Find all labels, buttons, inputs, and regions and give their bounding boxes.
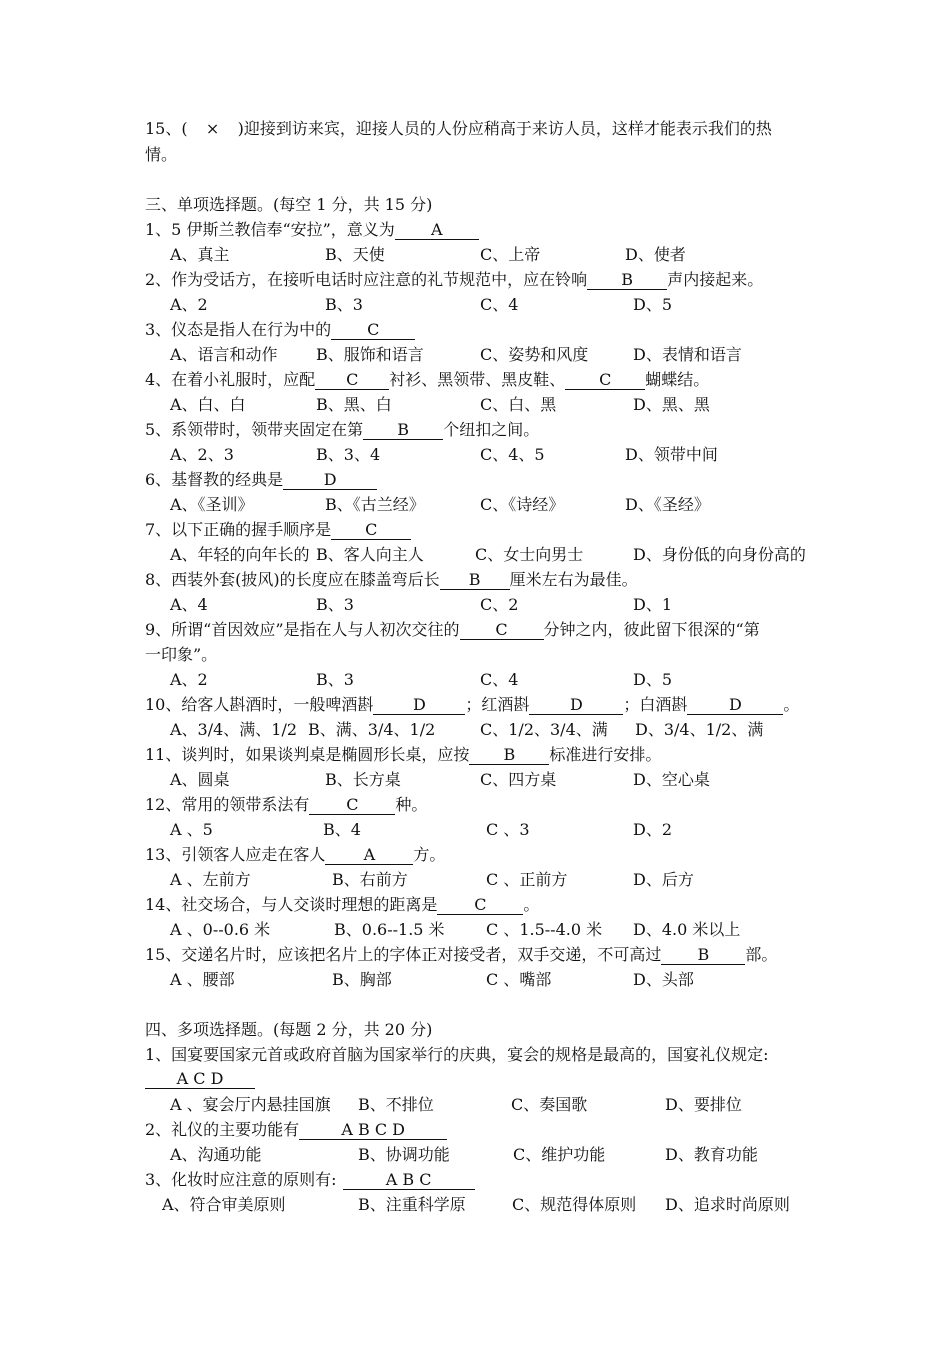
- s4-question-2: [145, 1120, 447, 1140]
- s4-question-1-answer: [145, 1069, 255, 1089]
- option-c: C、2: [480, 595, 519, 614]
- option-d: D、3/4、1/2、满: [635, 720, 764, 739]
- option-b: B、协调功能: [358, 1145, 450, 1164]
- question-text: 7、以下正确的握手顺序是: [145, 520, 332, 539]
- option-c: C、姿势和风度: [480, 345, 589, 364]
- option-a: A、圆桌: [170, 770, 230, 789]
- question-text-tail: 分钟之内，彼此留下很深的“第: [543, 620, 760, 639]
- tf-question-15-cont: 情。: [145, 145, 178, 164]
- option-b: B、0.6--1.5 米: [334, 920, 445, 939]
- tf-mark: ×: [205, 119, 220, 138]
- option-c: C、规范得体原则: [512, 1195, 637, 1214]
- option-c: C、《诗经》: [480, 495, 565, 514]
- tf-prefix: 15、(: [145, 119, 188, 138]
- answer-blank: A B C: [343, 1171, 475, 1190]
- option-c: C 、正前方: [486, 870, 568, 889]
- option-a: A、语言和动作: [170, 345, 278, 364]
- question-text-mid-2: ；白酒斟: [623, 695, 688, 714]
- question-text-mid: 衬衫、黑领带、黑皮鞋、: [389, 370, 566, 389]
- option-d: D、追求时尚原则: [665, 1195, 790, 1214]
- s3-question-6: [145, 470, 377, 490]
- question-text: 15、交递名片时，应该把名片上的字体正对接受者，双手交递，不可高过: [145, 945, 662, 964]
- option-c: C、4: [480, 295, 519, 314]
- s3-question-5: [145, 420, 539, 440]
- option-b: B、服饰和语言: [316, 345, 424, 364]
- s3-question-15: [145, 945, 777, 965]
- question-text: 8、西装外套(披风)的长度应在膝盖弯后长: [145, 570, 440, 589]
- s3-question-13: [145, 845, 445, 865]
- option-d: D、表情和语言: [633, 345, 742, 364]
- answer-blank: C: [309, 796, 395, 815]
- s3-question-12: [145, 795, 427, 815]
- s4-question-1: 1、国宴要国家元首或政府首脑为国家举行的庆典，宴会的规格是最高的，国宴礼仪规定:: [145, 1045, 769, 1064]
- question-text: 1、5 伊斯兰教信奉“安拉”，意义为: [145, 220, 395, 239]
- question-text: 4、在着小礼服时，应配: [145, 370, 316, 389]
- s3-question-9-cont: 一印象”。: [145, 645, 218, 664]
- option-b: B、黑、白: [316, 395, 392, 414]
- option-c: C 、3: [486, 820, 530, 839]
- option-b: B、不排位: [358, 1095, 434, 1114]
- question-text: 2、礼仪的主要功能有: [145, 1120, 300, 1139]
- s3-question-3: [145, 320, 415, 340]
- question-text: 9、所谓“首因效应”是指在人与人初次交往的: [145, 620, 460, 639]
- s3-question-8: [145, 570, 638, 590]
- option-d: D、《圣经》: [625, 495, 710, 514]
- s3-question-14: [145, 895, 539, 915]
- option-b: B、3: [316, 595, 354, 614]
- question-text-tail: 。: [523, 895, 540, 914]
- option-a: A、沟通功能: [170, 1145, 262, 1164]
- answer-blank-2: C: [565, 371, 645, 390]
- option-d: D、头部: [633, 970, 694, 989]
- s3-question-2: [145, 270, 763, 290]
- option-c: C、奏国歌: [511, 1095, 588, 1114]
- option-c: C、4、5: [480, 445, 545, 464]
- s3-question-10: [145, 695, 799, 715]
- option-a: A、年轻的向年长的: [170, 545, 310, 564]
- answer-blank: C: [331, 321, 415, 340]
- option-c: C、4: [480, 670, 519, 689]
- option-a: A、3/4、满、1/2: [170, 720, 298, 739]
- option-b: B、3、4: [316, 445, 381, 464]
- option-b: B、3: [325, 295, 363, 314]
- option-c: C、1/2、3/4、满: [480, 720, 608, 739]
- answer-blank: A B C D: [299, 1121, 447, 1140]
- tf-text: )迎接到访来宾，迎接人员的人份应稍高于来访人员，这样才能表示我们的热: [237, 119, 772, 138]
- option-a: A 、宴会厅内悬挂国旗: [170, 1095, 331, 1114]
- option-d: D、黑、黑: [633, 395, 710, 414]
- option-a: A、《圣训》: [170, 495, 254, 514]
- option-c: C、白、黑: [480, 395, 557, 414]
- option-d: D、身份低的向身份高的: [633, 545, 806, 564]
- option-a: A 、左前方: [170, 870, 251, 889]
- option-a: A、2: [170, 670, 208, 689]
- question-text: 14、社交场合，与人交谈时理想的距离是: [145, 895, 438, 914]
- question-text: 11、谈判时，如果谈判桌是椭圆形长桌，应按: [145, 745, 470, 764]
- answer-blank: B: [661, 946, 745, 965]
- answer-blank: B: [587, 271, 667, 290]
- question-text: 12、常用的领带系法有: [145, 795, 310, 814]
- option-a: A、符合审美原则: [162, 1195, 286, 1214]
- option-d: D、要排位: [665, 1095, 742, 1114]
- answer-blank-3: D: [687, 696, 783, 715]
- option-a: A 、5: [170, 820, 213, 839]
- question-text-mid-1: ；红酒斟: [465, 695, 530, 714]
- question-text-tail: 标准进行安排。: [549, 745, 662, 764]
- option-d: D、后方: [633, 870, 694, 889]
- option-a: A 、0--0.6 米: [170, 920, 271, 939]
- option-b: B、右前方: [332, 870, 408, 889]
- option-c: C、四方桌: [480, 770, 557, 789]
- answer-blank: A: [325, 846, 413, 865]
- question-text: 10、给客人斟酒时，一般啤酒斟: [145, 695, 374, 714]
- question-text-tail: 个纽扣之间。: [443, 420, 540, 439]
- question-text: 2、作为受话方，在接听电话时应注意的礼节规范中，应在铃响: [145, 270, 588, 289]
- option-d: D、1: [633, 595, 673, 614]
- option-a: A、2: [170, 295, 208, 314]
- option-d: D、使者: [625, 245, 686, 264]
- answer-blank: D: [283, 471, 377, 490]
- option-d: D、领带中间: [625, 445, 718, 464]
- question-text: 3、化妆时应注意的原则有:: [145, 1170, 337, 1189]
- option-c: C 、1.5--4.0 米: [486, 920, 603, 939]
- option-b: B、胸部: [332, 970, 392, 989]
- section-4-title: 四、多项选择题。(每题 2 分，共 20 分): [145, 1020, 433, 1039]
- question-text-tail: 种。: [395, 795, 428, 814]
- option-a: A、4: [170, 595, 208, 614]
- option-d: D、5: [633, 670, 673, 689]
- question-text: 5、系领带时，领带夹固定在第: [145, 420, 364, 439]
- option-a: A、白、白: [170, 395, 246, 414]
- option-d: D、教育功能: [665, 1145, 758, 1164]
- question-text: 6、基督教的经典是: [145, 470, 284, 489]
- option-c: C、女士向男士: [475, 545, 584, 564]
- option-b: B、长方桌: [325, 770, 401, 789]
- s4-question-3: [145, 1170, 475, 1190]
- question-text-tail: 部。: [745, 945, 778, 964]
- s3-question-11: [145, 745, 661, 765]
- question-text-tail: 方。: [413, 845, 446, 864]
- option-c: C、维护功能: [513, 1145, 606, 1164]
- option-a: A、2、3: [170, 445, 234, 464]
- option-a: A、真主: [170, 245, 230, 264]
- tf-question-15: [145, 119, 772, 139]
- option-d: D、2: [633, 820, 673, 839]
- option-c: C 、嘴部: [486, 970, 552, 989]
- answer-blank: C: [437, 896, 523, 915]
- answer-blank: C: [331, 521, 411, 540]
- option-b: B、《古兰经》: [325, 495, 425, 514]
- option-d: D、5: [633, 295, 673, 314]
- answer-blank: A: [395, 221, 479, 240]
- option-c: C、上帝: [480, 245, 541, 264]
- answer-blank: B: [363, 421, 443, 440]
- answer-blank: C: [460, 621, 544, 640]
- question-text-tail: 。: [783, 695, 800, 714]
- option-b: B、天使: [325, 245, 385, 264]
- option-a: A 、腰部: [170, 970, 235, 989]
- question-text: 13、引领客人应走在客人: [145, 845, 326, 864]
- answer-blank: B: [469, 746, 549, 765]
- section-3-title: 三、单项选择题。(每空 1 分，共 15 分): [145, 195, 433, 214]
- question-text-tail: 声内接起来。: [667, 270, 764, 289]
- question-text-tail: 蝴蝶结。: [645, 370, 710, 389]
- answer-blank-1: C: [315, 371, 389, 390]
- option-b: B、满、3/4、1/2: [308, 720, 436, 739]
- option-d: D、空心桌: [633, 770, 710, 789]
- option-b: B、4: [323, 820, 361, 839]
- answer-blank-2: D: [529, 696, 623, 715]
- s3-question-1: [145, 220, 479, 240]
- option-b: B、3: [316, 670, 354, 689]
- s3-question-9: [145, 620, 760, 640]
- option-b: B、注重科学原: [358, 1195, 466, 1214]
- s3-question-7: [145, 520, 411, 540]
- question-text: 3、仪态是指人在行为中的: [145, 320, 332, 339]
- answer-blank: A C D: [145, 1070, 255, 1089]
- answer-blank: B: [440, 571, 510, 590]
- s3-question-4: [145, 370, 709, 390]
- option-b: B、客人向主人: [316, 545, 424, 564]
- answer-blank-1: D: [373, 696, 465, 715]
- question-text-tail: 厘米左右为最佳。: [509, 570, 638, 589]
- option-d: D、4.0 米以上: [633, 920, 741, 939]
